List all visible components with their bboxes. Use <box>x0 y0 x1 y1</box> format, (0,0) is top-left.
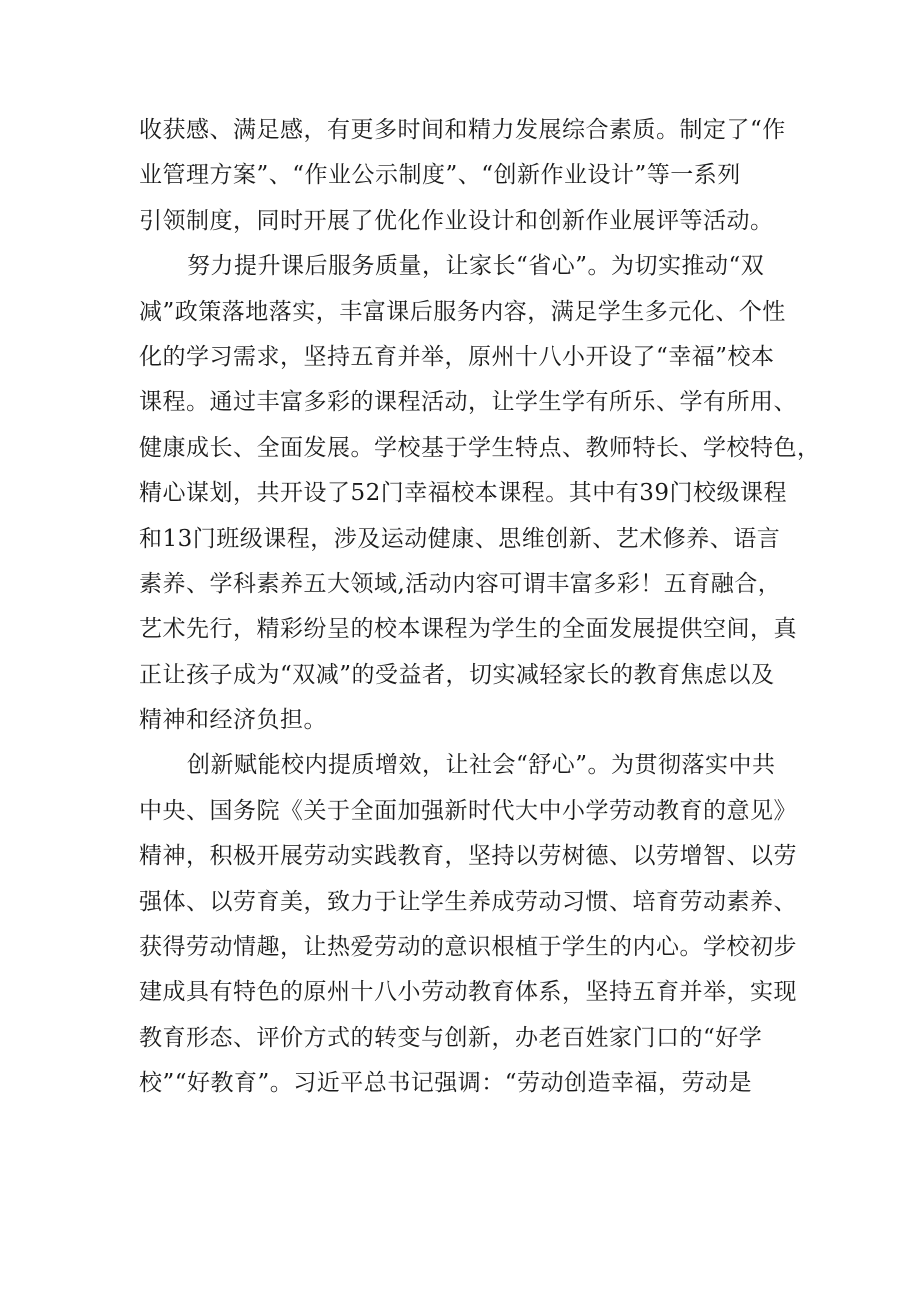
text-line: 艺术先行，精彩纷呈的校本课程为学生的全面发展提供空间，真 <box>139 616 797 643</box>
text-line: 校”“好教育”。习近平总书记强调：“劳动创造幸福，劳动是 <box>139 1070 753 1097</box>
text-line: 强体、以劳育美，致力于让学生养成劳动习惯、培育劳动素养、 <box>139 888 797 915</box>
text-line: 教育形态、评价方式的转变与创新，办老百姓家门口的“好学 <box>139 1024 763 1051</box>
text-line: 精神和经济负担。 <box>139 707 327 734</box>
text-line: 引领制度，同时开展了优化作业设计和创新作业展评等活动。 <box>139 207 774 234</box>
text-line: 建成具有特色的原州十八小劳动教育体系，坚持五育并举，实现 <box>139 979 797 1006</box>
text-line: 获得劳动情趣，让热爱劳动的意识根植于学生的内心。学校初步 <box>139 934 797 961</box>
text-line: 收获感、满足感，有更多时间和精力发展综合素质。制定了“作 <box>139 117 786 143</box>
paragraph-first-line: 努力提升课后服务质量，让家长“省心”。为切实推动“双 <box>187 253 765 280</box>
text-line: 化的学习需求，坚持五育并举，原州十八小开设了“幸福”校本 <box>139 343 775 370</box>
text-line: 健康成长、全面发展。学校基于学生特点、教师特长、学校特色， <box>139 434 821 461</box>
paragraph-first-line: 创新赋能校内提质增效，让社会“舒心”。为贯彻落实中共 <box>187 752 776 779</box>
text-line: 素养、学科素养五大领域,活动内容可谓丰富多彩！五育融合， <box>139 570 782 597</box>
text-line: 正让孩子成为“双减”的受益者，切实减轻家长的教育焦虑以及 <box>139 661 775 688</box>
text-line: 业管理方案”、“作业公示制度”、“创新作业设计”等一系列 <box>139 162 741 189</box>
text-line: 减”政策落地落实，丰富课后服务内容，满足学生多元化、个性 <box>139 298 786 325</box>
text-line: 课程。通过丰富多彩的课程活动，让学生学有所乐、学有所用、 <box>139 389 797 416</box>
text-line: 精神，积极开展劳动实践教育，坚持以劳树德、以劳增智、以劳 <box>139 843 797 870</box>
text-line: 和13门班级课程，涉及运动健康、思维创新、艺术修养、语言 <box>139 525 781 552</box>
text-line: 中央、国务院《关于全面加强新时代大中小学劳动教育的意见》 <box>139 797 797 824</box>
body-text <box>139 108 821 1107</box>
text-line: 精心谋划，共开设了52门幸福校本课程。其中有39门校级课程 <box>139 480 788 507</box>
